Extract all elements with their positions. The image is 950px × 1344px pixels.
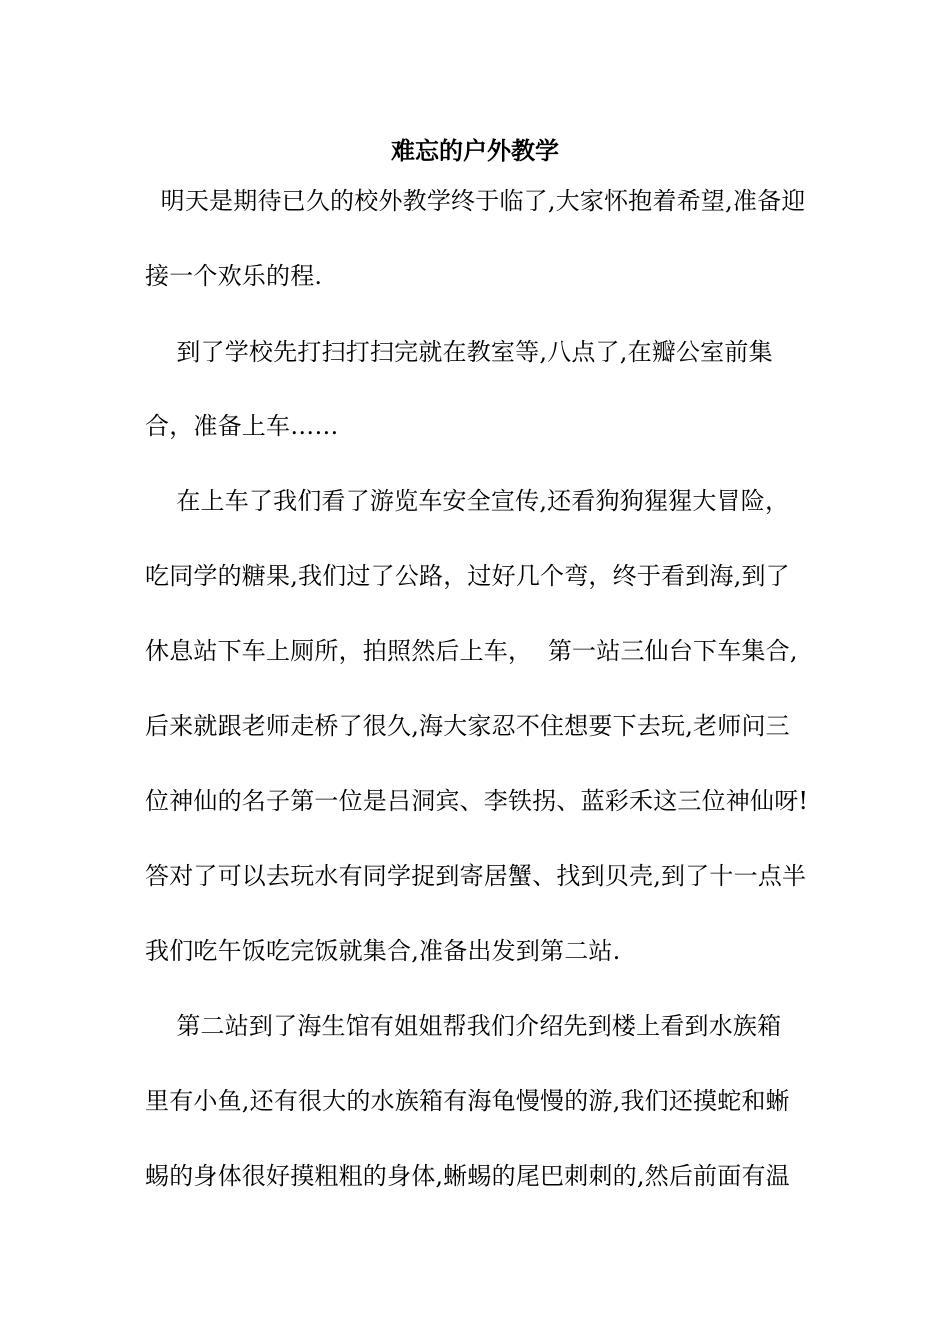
text-line-14: 蜴的身体很好摸粗粗的身体,蜥蜴的尾巴刺刺的,然后前面有温 bbox=[145, 1162, 790, 1190]
text-line-2: 接一个欢乐的程. bbox=[145, 262, 323, 290]
text-line-13: 里有小鱼,还有很大的水族箱有海龟慢慢的游,我们还摸蛇和蜥 bbox=[145, 1087, 790, 1115]
text-line-6: 吃同学的糖果,我们过了公路，过好几个弯，终于看到海,到了 bbox=[145, 562, 790, 590]
text-line-1: 明天是期待已久的校外教学终于临了,大家怀抱着希望,准备迎 bbox=[145, 187, 806, 215]
text-line-10: 答对了可以去玩水有同学捉到寄居蟹、找到贝壳,到了十一点半 bbox=[145, 862, 807, 890]
text-line-11: 我们吃午饭吃完饭就集合,准备出发到第二站. bbox=[145, 937, 621, 965]
text-line-8: 后来就跟老师走桥了很久,海大家忍不住想要下去玩,老师问三 bbox=[145, 712, 790, 740]
text-line-3: 到了学校先打扫打扫完就在教室等,八点了,在瓣公室前集 bbox=[145, 338, 773, 366]
text-line-12: 第二站到了海生馆有姐姐帮我们介绍先到楼上看到水族箱 bbox=[145, 1012, 782, 1040]
text-line-9: 位神仙的名子第一位是吕洞宾、李铁拐、蓝彩禾这三位神仙呀! bbox=[145, 787, 809, 815]
text-line-4: 合，准备上车…… bbox=[145, 412, 339, 440]
document-title: 难忘的户外教学 bbox=[391, 136, 559, 165]
text-line-7: 休息站下车上厕所，拍照然后上车， 第一站三仙台下车集合, bbox=[145, 637, 798, 665]
text-line-5: 在上车了我们看了游览车安全宣传,还看狗狗猩猩大冒险， bbox=[145, 487, 790, 515]
